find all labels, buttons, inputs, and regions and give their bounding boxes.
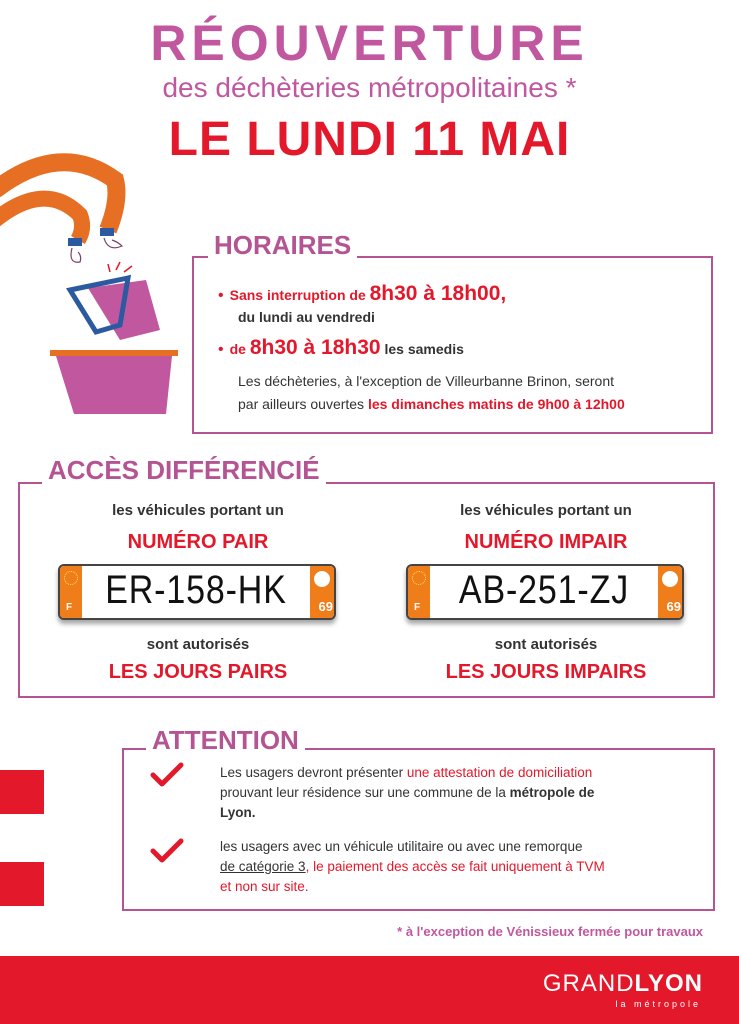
plate-country: F	[66, 602, 73, 613]
even-days: LES JOURS PAIRS	[108, 661, 288, 683]
item2-text-red1: , le paiement des accès se fait uniquement à TVM	[305, 859, 605, 874]
even-allowed-column	[38, 636, 358, 684]
item2-text-a: les usagers avec un véhicule utilitaire ou avec une remorque	[220, 839, 583, 854]
reopening-date: LE LUNDI 11 MAI	[168, 113, 571, 166]
attention-item-1	[220, 763, 594, 823]
item2-text-red2: et non sur site.	[220, 879, 309, 894]
plate-number: AB-251-ZJ	[458, 568, 630, 612]
item1-text-a: Les usagers devront présenter	[220, 765, 407, 780]
bullet-icon: •	[218, 341, 224, 358]
eu-stars-icon	[412, 571, 426, 585]
brand-subtitle: la métropole	[615, 999, 701, 1009]
check-icon	[150, 762, 184, 788]
bullet1-prefix: Sans interruption de	[229, 287, 370, 303]
recycling-illustration	[0, 140, 190, 420]
odd-allowed-column	[386, 636, 706, 684]
horaires-note-line-2	[238, 396, 625, 412]
plate-country: F	[414, 602, 421, 613]
item1-text-red: une attestation de domiciliation	[406, 765, 593, 780]
saturday-hours: 8h30 à 18h30	[249, 336, 381, 359]
grandlyon-logo	[543, 970, 703, 998]
item1-text-c: Lyon.	[220, 805, 256, 820]
plate-department: 69	[666, 599, 681, 614]
horaires-title: HORAIRES	[208, 231, 357, 259]
odd-days: LES JOURS IMPAIRS	[445, 661, 647, 683]
plate-region-band	[310, 566, 334, 618]
eu-stars-icon	[64, 571, 78, 585]
page-title: RÉOUVERTURE	[150, 15, 589, 71]
bullet-icon: •	[218, 287, 224, 304]
license-plate-even	[58, 564, 336, 620]
footnote: * à l'exception de Vénissieux fermée pour travaux	[397, 924, 703, 939]
brand-lyon: LYON	[634, 970, 703, 997]
sunday-hours: les dimanches matins de 9h00 à 12h00	[367, 396, 625, 412]
plate-region-band	[658, 566, 682, 618]
even-allowed: sont autorisés	[146, 636, 250, 653]
attention-item-2	[220, 837, 605, 897]
region-logo-icon	[662, 571, 678, 587]
item2-text-under: de catégorie 3	[220, 859, 306, 874]
region-logo-icon	[314, 571, 330, 587]
decorative-block	[0, 862, 44, 906]
weekday-hours: 8h30 à 18h00	[369, 282, 501, 305]
plate-eu-band	[60, 566, 82, 618]
decorative-block	[0, 770, 44, 814]
weekday-days	[238, 309, 375, 325]
footer	[0, 956, 739, 1024]
even-column	[38, 502, 358, 554]
odd-column	[386, 502, 706, 554]
odd-allowed: sont autorisés	[494, 636, 598, 653]
horaires-bullet-2	[218, 336, 464, 360]
odd-label: NUMÉRO IMPAIR	[464, 531, 628, 553]
odd-intro: les véhicules portant un	[460, 502, 632, 519]
plate-number: ER-158-HK	[105, 568, 287, 612]
brand-grand: GRAND	[542, 970, 635, 997]
check-icon	[150, 838, 184, 864]
bullet2-suffix: les samedis	[380, 341, 464, 357]
note-prefix: par ailleurs ouvertes	[238, 396, 368, 412]
bullet2-prefix: de	[229, 341, 250, 357]
plate-department: 69	[318, 599, 333, 614]
even-intro: les véhicules portant un	[112, 502, 284, 519]
page-subtitle: des déchèteries métropolitaines *	[162, 72, 577, 103]
horaires-bullet-1	[218, 282, 506, 306]
item1-text-b: prouvant leur résidence sur une commune de la	[220, 785, 510, 800]
weekday-days-text: du lundi au vendredi	[238, 309, 375, 325]
plate-eu-band	[408, 566, 430, 618]
attention-title: ATTENTION	[146, 726, 305, 754]
license-plate-odd	[406, 564, 684, 620]
acces-title: ACCÈS DIFFÉRENCIÉ	[42, 456, 326, 484]
item1-text-bold: métropole de	[509, 785, 595, 800]
horaires-note-line-1: Les déchèteries, à l'exception de Villeurbanne Brinon, seront	[238, 373, 614, 389]
even-label: NUMÉRO PAIR	[127, 531, 269, 553]
bullet1-suffix: ,	[500, 282, 507, 305]
